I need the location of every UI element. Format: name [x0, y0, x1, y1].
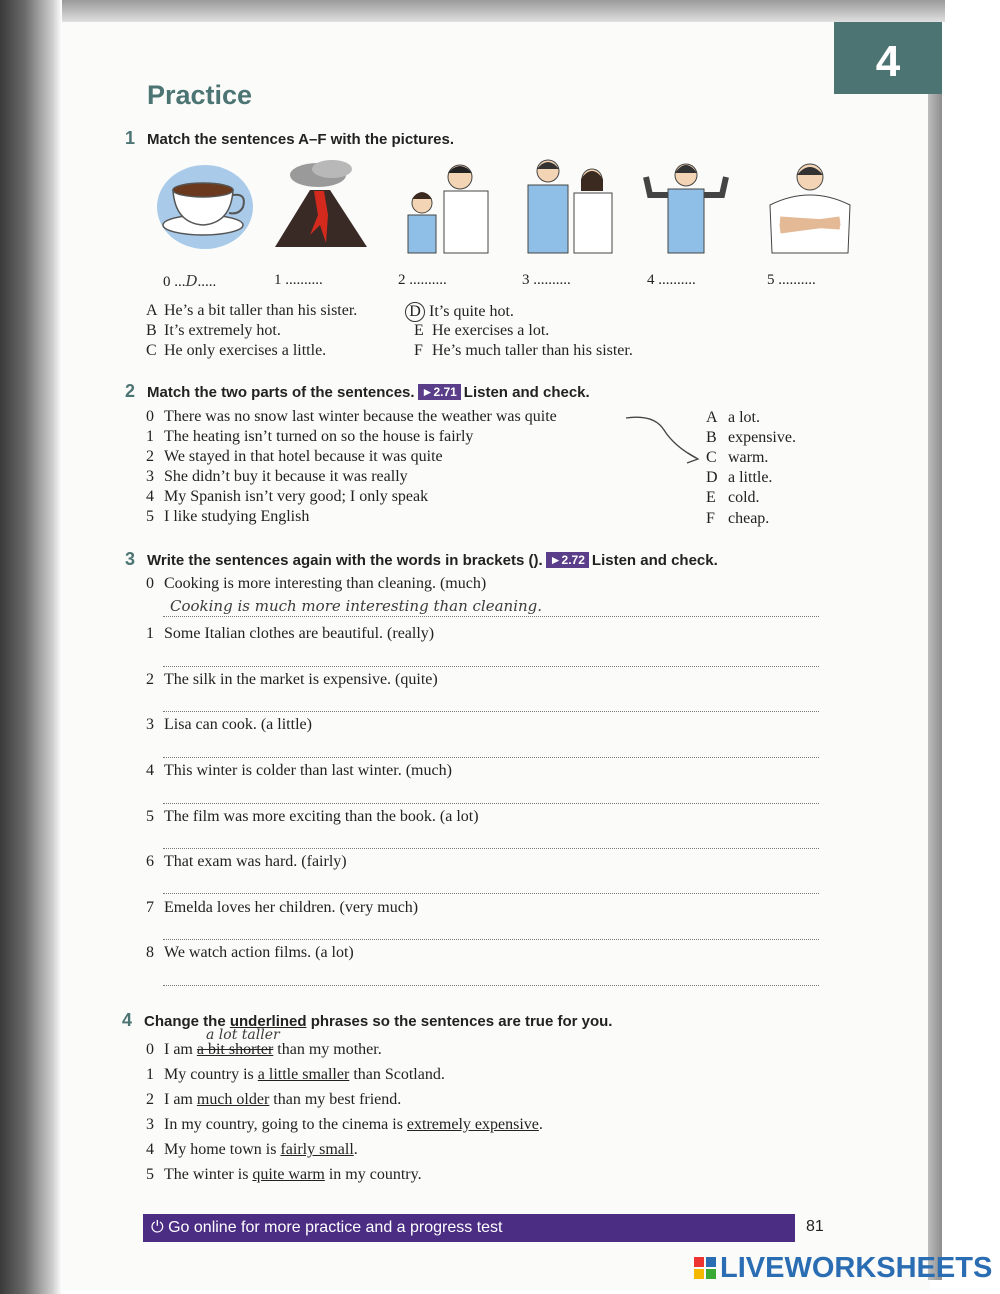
scan-top-edge	[55, 0, 945, 22]
option-E: E He exercises a lot.	[414, 322, 550, 339]
coffee-cup-picture	[155, 155, 255, 255]
underlined-phrase[interactable]: fairly small	[280, 1141, 354, 1158]
page-number: 81	[806, 1218, 824, 1235]
option-F: F He’s much taller than his sister.	[414, 342, 633, 359]
answer-blank-3[interactable]: ..........	[533, 272, 571, 288]
ex2-right-C: C warm.	[706, 449, 769, 466]
answer-line-3[interactable]	[163, 756, 819, 758]
picture-label-0: 0 ...D.....	[163, 272, 217, 290]
answer-line-5[interactable]	[163, 847, 819, 849]
scan-binding-shadow	[0, 0, 62, 1294]
exercise-3-heading: 3 Write the sentences again with the words in brackets (). ►2.72 Listen and check.	[125, 549, 718, 569]
answer-blank-2[interactable]: ..........	[409, 272, 447, 288]
ex4-item-5: 5 The winter is quite warm in my country.	[146, 1166, 422, 1183]
liveworksheets-watermark: LIVEWORKSHEETS	[694, 1252, 992, 1285]
answer-line-8[interactable]	[163, 984, 819, 986]
ex4-item-1: 1 My country is a little smaller than Scotland.	[146, 1066, 445, 1083]
ex2-left-1: 1 The heating isn’t turned on so the house is fairly	[146, 428, 474, 445]
option-C: C He only exercises a little.	[146, 342, 327, 359]
ex2-left-3: 3 She didn’t buy it because it was really	[146, 468, 408, 485]
ex3-item-7: 7 Emelda loves her children. (very much)	[146, 899, 419, 916]
ex3-answer-0[interactable]: Cooking is much more interesting than cleaning.	[170, 597, 543, 615]
muscular-man-picture	[760, 155, 860, 255]
picture-label-3: 3 ..........	[522, 272, 571, 288]
ex3-item-0: 0 Cooking is more interesting than cleaning. (much)	[146, 575, 487, 592]
ex3-item-8: 8 We watch action films. (a lot)	[146, 944, 354, 961]
page-edge	[928, 30, 942, 1280]
crossed-phrase: a bit shorter	[196, 1041, 274, 1058]
man-flexing-picture	[636, 155, 736, 255]
ex3-item-3: 3 Lisa can cook. (a little)	[146, 716, 312, 733]
ex3-item-1: 1 Some Italian clothes are beautiful. (really)	[146, 625, 435, 642]
exercise-number: 1	[125, 128, 136, 148]
underlined-phrase[interactable]: much older	[196, 1091, 270, 1108]
ex2-left-5: 5 I like studying English	[146, 508, 310, 525]
underlined-phrase[interactable]: extremely expensive	[406, 1116, 539, 1133]
answer-line-0[interactable]	[163, 615, 819, 617]
ex4-item-3: 3 In my country, going to the cinema is extremely expensive.	[146, 1116, 543, 1133]
unit-number-badge: 4	[834, 22, 942, 94]
audio-badge[interactable]: ►2.71	[418, 384, 461, 400]
exercise-1-instruction: Match the sentences A–F with the pictures.	[147, 131, 455, 148]
ex4-item-2: 2 I am much older than my best friend.	[146, 1091, 402, 1108]
power-icon: ⏻	[151, 1219, 164, 1236]
audio-badge[interactable]: ►2.72	[546, 552, 589, 568]
option-A: A He’s a bit taller than his sister.	[146, 302, 358, 319]
ex4-item-0: 0 I am a bit shorter than my mother.	[146, 1041, 382, 1058]
ex3-item-6: 6 That exam was hard. (fairly)	[146, 853, 347, 870]
answer-blank-4[interactable]: ..........	[658, 272, 696, 288]
underlined-phrase[interactable]: a little smaller	[257, 1066, 350, 1083]
page-title: Practice	[147, 80, 253, 110]
online-practice-banner[interactable]: ⏻ Go online for more practice and a progress test	[143, 1214, 795, 1242]
handwritten-correction: a lot taller	[206, 1027, 280, 1043]
exercise-2-heading: 2 Match the two parts of the sentences. ►2.71 Listen and check.	[125, 381, 590, 401]
circled-letter: D	[405, 302, 425, 322]
two-people-picture	[518, 155, 618, 255]
underlined-phrase[interactable]: quite warm	[252, 1166, 325, 1183]
ex2-right-A: A a lot.	[706, 409, 760, 426]
ex2-left-0: 0 There was no snow last winter because the weather was quite	[146, 408, 557, 425]
answer-line-1[interactable]	[163, 665, 819, 667]
picture-label-2: 2 ..........	[398, 272, 447, 288]
answer-blank-5[interactable]: ..........	[778, 272, 816, 288]
answer-line-7[interactable]	[163, 938, 819, 940]
exercise-1-heading	[125, 128, 454, 149]
ex2-right-B: B expensive.	[706, 429, 796, 446]
ex2-right-F: F cheap.	[706, 510, 770, 527]
picture-label-5: 5 ..........	[767, 272, 816, 288]
picture-label-4: 4 ..........	[647, 272, 696, 288]
answer-line-6[interactable]	[163, 892, 819, 894]
ex2-left-4: 4 My Spanish isn’t very good; I only speak	[146, 488, 429, 505]
man-and-sister-picture	[400, 155, 500, 255]
ex4-item-4: 4 My home town is fairly small.	[146, 1141, 358, 1158]
match-arrow	[624, 412, 704, 472]
option-D: D It’s quite hot.	[405, 302, 514, 322]
picture-label-1: 1 ..........	[274, 272, 323, 288]
ex2-left-2: 2 We stayed in that hotel because it was quite	[146, 448, 443, 465]
answer-blank-1[interactable]: ..........	[285, 272, 323, 288]
ex3-item-4: 4 This winter is colder than last winter. (much)	[146, 762, 452, 779]
option-B: B It’s extremely hot.	[146, 322, 281, 339]
ex3-item-2: 2 The silk in the market is expensive. (quite)	[146, 671, 438, 688]
exercise-4-heading: 4 Change the underlined phrases so the sentences are true for you.	[122, 1010, 613, 1030]
volcano-picture	[270, 155, 370, 255]
ex2-right-D: D a little.	[706, 469, 773, 486]
ex2-right-E: E cold.	[706, 489, 760, 506]
ex3-item-5: 5 The film was more exciting than the book. (a lot)	[146, 808, 479, 825]
answer-0[interactable]: D	[185, 272, 198, 290]
liveworksheets-logo-icon	[694, 1257, 716, 1279]
answer-line-2[interactable]	[163, 710, 819, 712]
answer-line-4[interactable]	[163, 802, 819, 804]
